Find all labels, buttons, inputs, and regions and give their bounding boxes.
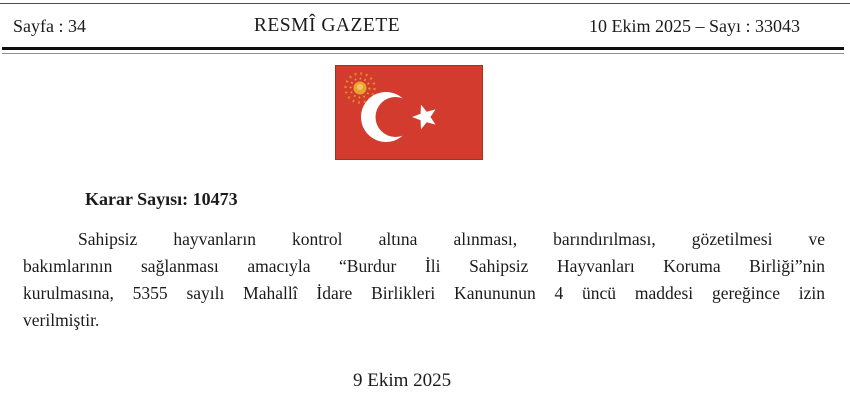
header-rule-thick bbox=[2, 47, 844, 50]
body-line-1: Sahipsiz hayvanların kontrol altına alınması, barındırılması, gözetilmesi ve bbox=[78, 229, 825, 249]
decision-number: Karar Sayısı: 10473 bbox=[85, 189, 238, 209]
decision-body bbox=[23, 226, 825, 334]
emblem-sun-highlight bbox=[357, 84, 363, 90]
page-number-label: Sayfa : 34 bbox=[13, 16, 86, 36]
body-line-2: bakımlarının sağlanması amacıyla “Burdur İli Sahipsiz Hayvanları Koruma Birliği”nin bbox=[23, 256, 825, 276]
turkish-presidential-flag bbox=[335, 65, 483, 160]
body-line-4: verilmiştir. bbox=[23, 310, 100, 330]
flag-graphic bbox=[335, 65, 483, 160]
body-line-3: kurulmasına, 5355 sayılı Mahallî İdare Birlikleri Kanununun 4 üncü maddesi gereğince izin bbox=[23, 283, 825, 303]
top-rule bbox=[0, 3, 850, 4]
decision-date: 9 Ekim 2025 bbox=[353, 370, 452, 391]
issue-date-number: 10 Ekim 2025 – Sayı : 33043 bbox=[589, 16, 800, 36]
gazette-title: RESMÎ GAZETE bbox=[253, 15, 401, 36]
header-rule-thin bbox=[2, 53, 844, 54]
